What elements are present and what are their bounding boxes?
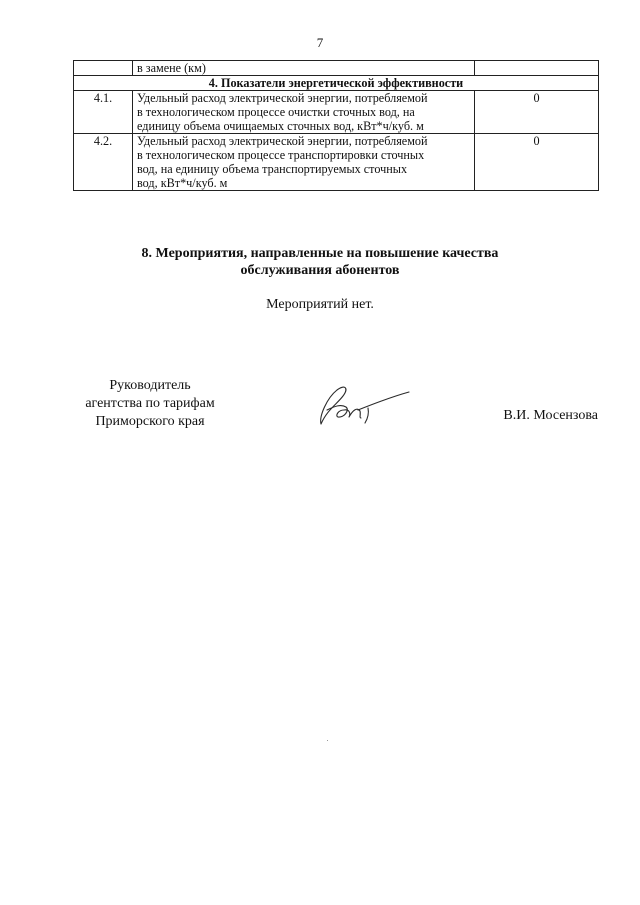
description-line: Удельный расход электрической энергии, потребляемой [137,134,428,148]
row-description [133,134,475,191]
description-line: вод, кВт*ч/куб. м [137,176,228,190]
handwritten-signature [313,380,413,430]
page-number: 7 [316,35,324,50]
scan-speck [327,740,328,741]
description-line: в технологическом процессе очистки сточных вод, на [137,105,415,119]
table-row [74,91,599,134]
position-line: Руководитель [109,378,191,393]
row-value: 0 [475,134,599,191]
continuation-cell: в замене (км) [133,61,475,76]
section-8-text: Мероприятий нет. [266,297,374,312]
section-title: 4. Показатели энергетической эффективности [74,76,599,91]
table-cell [475,61,599,76]
row-number: 4.1. [74,91,133,134]
section-row [74,76,599,91]
section-8-heading [0,245,640,279]
description-line: вод, на единицу объема транспортируемых сточных [137,162,408,176]
position-line: агентства по тарифам [85,396,215,411]
row-value: 0 [475,91,599,134]
description-line: Удельный расход электрической энергии, потребляемой [137,91,428,105]
table-cell [74,61,133,76]
signer-position [70,377,230,431]
table-row [74,61,599,76]
description-line: в технологическом процессе транспортировки сточных [137,148,425,162]
position-line: Приморского края [95,414,205,429]
row-description [133,91,475,134]
signer-name: В.И. Мосензова [503,408,598,423]
row-number: 4.2. [74,134,133,191]
description-line: единицу объема очищаемых сточных вод, кВт*ч/куб. м [137,119,424,133]
table-row [74,134,599,191]
indicators-table [73,60,599,191]
heading-line: обслуживания абонентов [240,263,400,278]
heading-line: 8. Мероприятия, направленные на повышение качества [141,246,499,261]
